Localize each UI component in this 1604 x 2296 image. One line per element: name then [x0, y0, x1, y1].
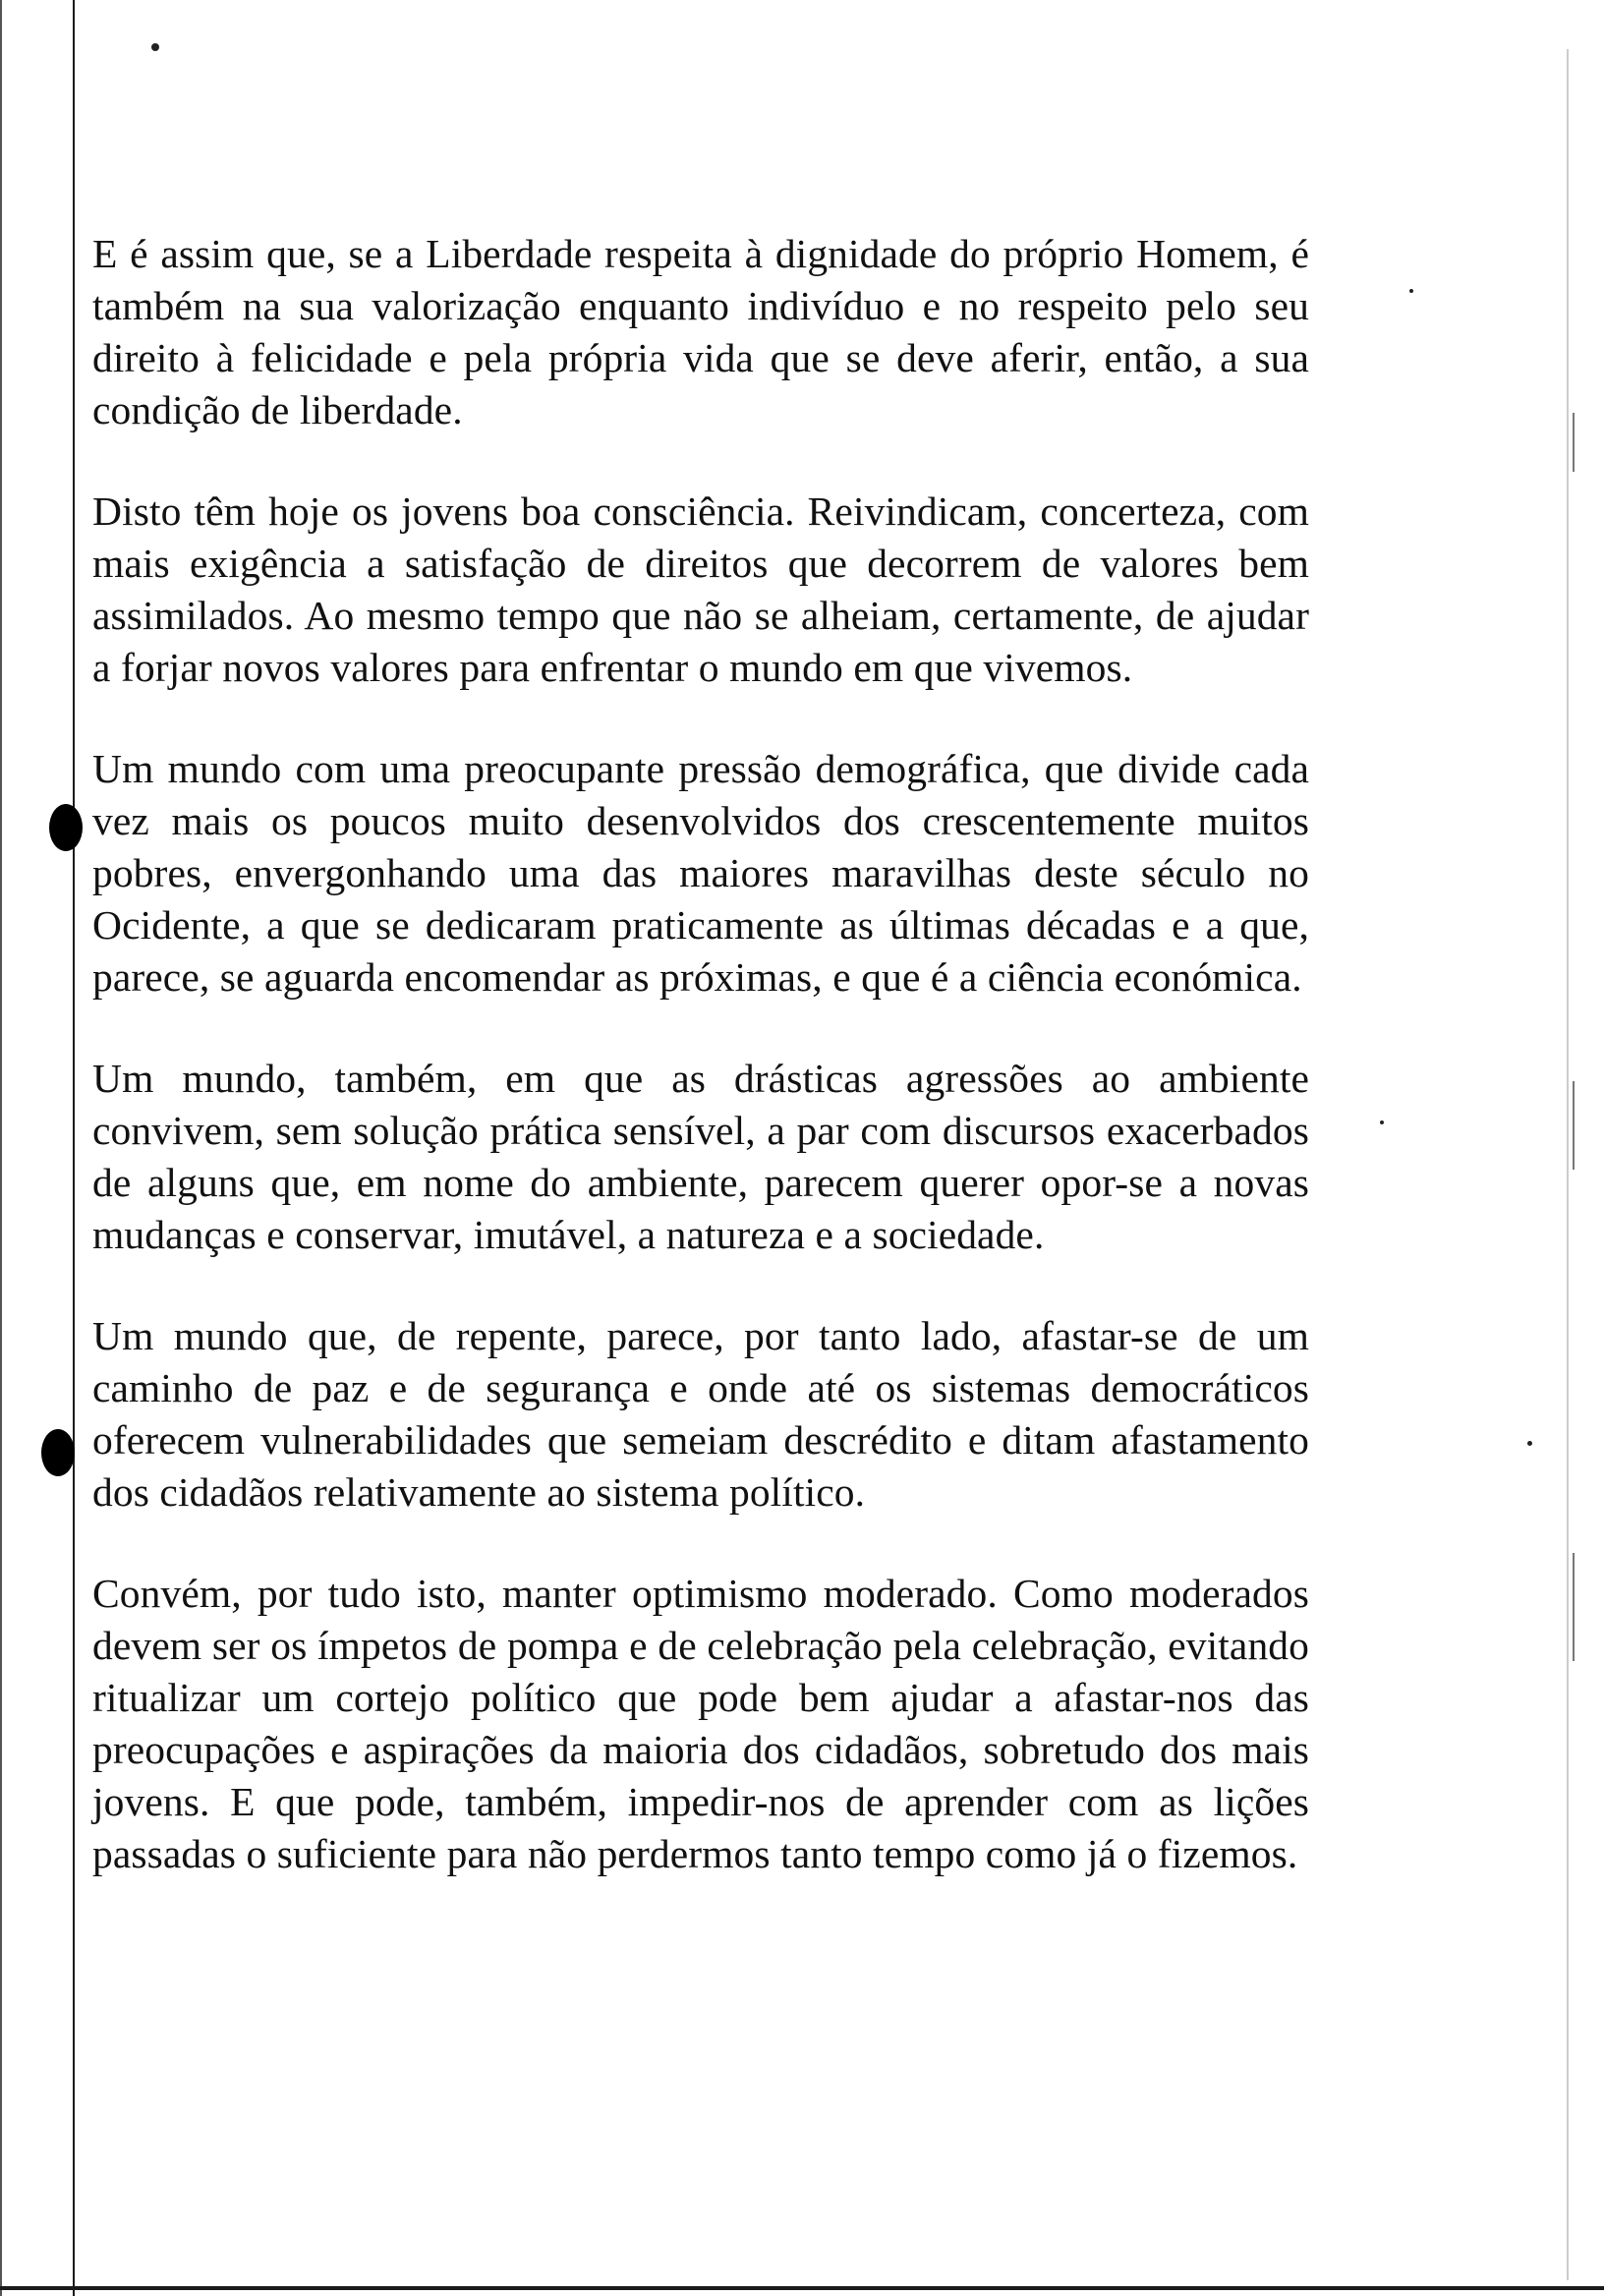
- scan-speckle: [1573, 413, 1575, 472]
- scan-dot: [151, 43, 159, 51]
- scan-edge-right: [1567, 49, 1569, 2280]
- paragraph: Disto têm hoje os jovens boa consciência. Reivindicam, concerteza, com mais exigência a satisfação de direitos que decorrem de valores bem assimilados. Ao mesmo tempo que não se alheiam, certamente, de ajudar a forjar novos valores para enfrentar o mundo em que vivemos.: [92, 488, 1309, 690]
- paragraph: E é assim que, se a Liberdade respeita à dignidade do próprio Homem, é também na sua valorização enquanto indivíduo e no respeito pelo seu direito à felicidade e pela própria vida que se deve aferir, então, a sua condição de liberdade.: [92, 231, 1309, 432]
- scan-edge-left: [0, 0, 2, 2296]
- scan-dot: [1527, 1441, 1532, 1446]
- document-body: [92, 228, 1309, 1929]
- scan-edge-bottom: [0, 2286, 1604, 2290]
- scan-speckle: [1573, 1081, 1575, 1170]
- page-margin-line: [73, 0, 75, 2296]
- scan-speckle: [1573, 1553, 1575, 1661]
- paragraph: Um mundo com uma preocupante pressão demográfica, que divide cada vez mais os poucos muito desenvolvidos dos crescentemente muitos pobres, envergonhando uma das maiores maravilhas deste século no Ocidente, a que se dedicaram praticamente as últimas décadas e a que, parece, se aguarda encomendar as próximas, e que é a ciência económica.: [92, 746, 1309, 1000]
- hole-punch-top: [49, 804, 83, 851]
- paragraph: Um mundo que, de repente, parece, por tanto lado, afastar-se de um caminho de paz e de segurança e onde até os sistemas democráticos oferecem vulnerabilidades que semeiam descrédito e ditam afastamento dos cidadãos relativamente ao sistema político.: [92, 1313, 1309, 1515]
- hole-punch-bottom: [41, 1429, 75, 1476]
- paragraph: Convém, por tudo isto, manter optimismo moderado. Como moderados devem ser os ímpetos de pompa e de celebração pela celebração, evitando ritualizar um cortejo político que pode bem ajudar a afastar-nos das preocupações e aspirações da maioria dos cidadãos, sobretudo dos mais jovens. E que pode, também, impedir-nos de aprender com as lições passadas o suficiente para não perdermos tanto tempo como já o fizemos.: [92, 1571, 1309, 1876]
- scan-dot: [1380, 1120, 1384, 1124]
- scan-dot: [1409, 289, 1413, 293]
- paragraph: Um mundo, também, em que as drásticas agressões ao ambiente convivem, sem solução prática sensível, a par com discursos exacerbados de alguns que, em nome do ambiente, parecem querer opor-se a novas mudanças e conservar, imutável, a natureza e a sociedade.: [92, 1056, 1309, 1257]
